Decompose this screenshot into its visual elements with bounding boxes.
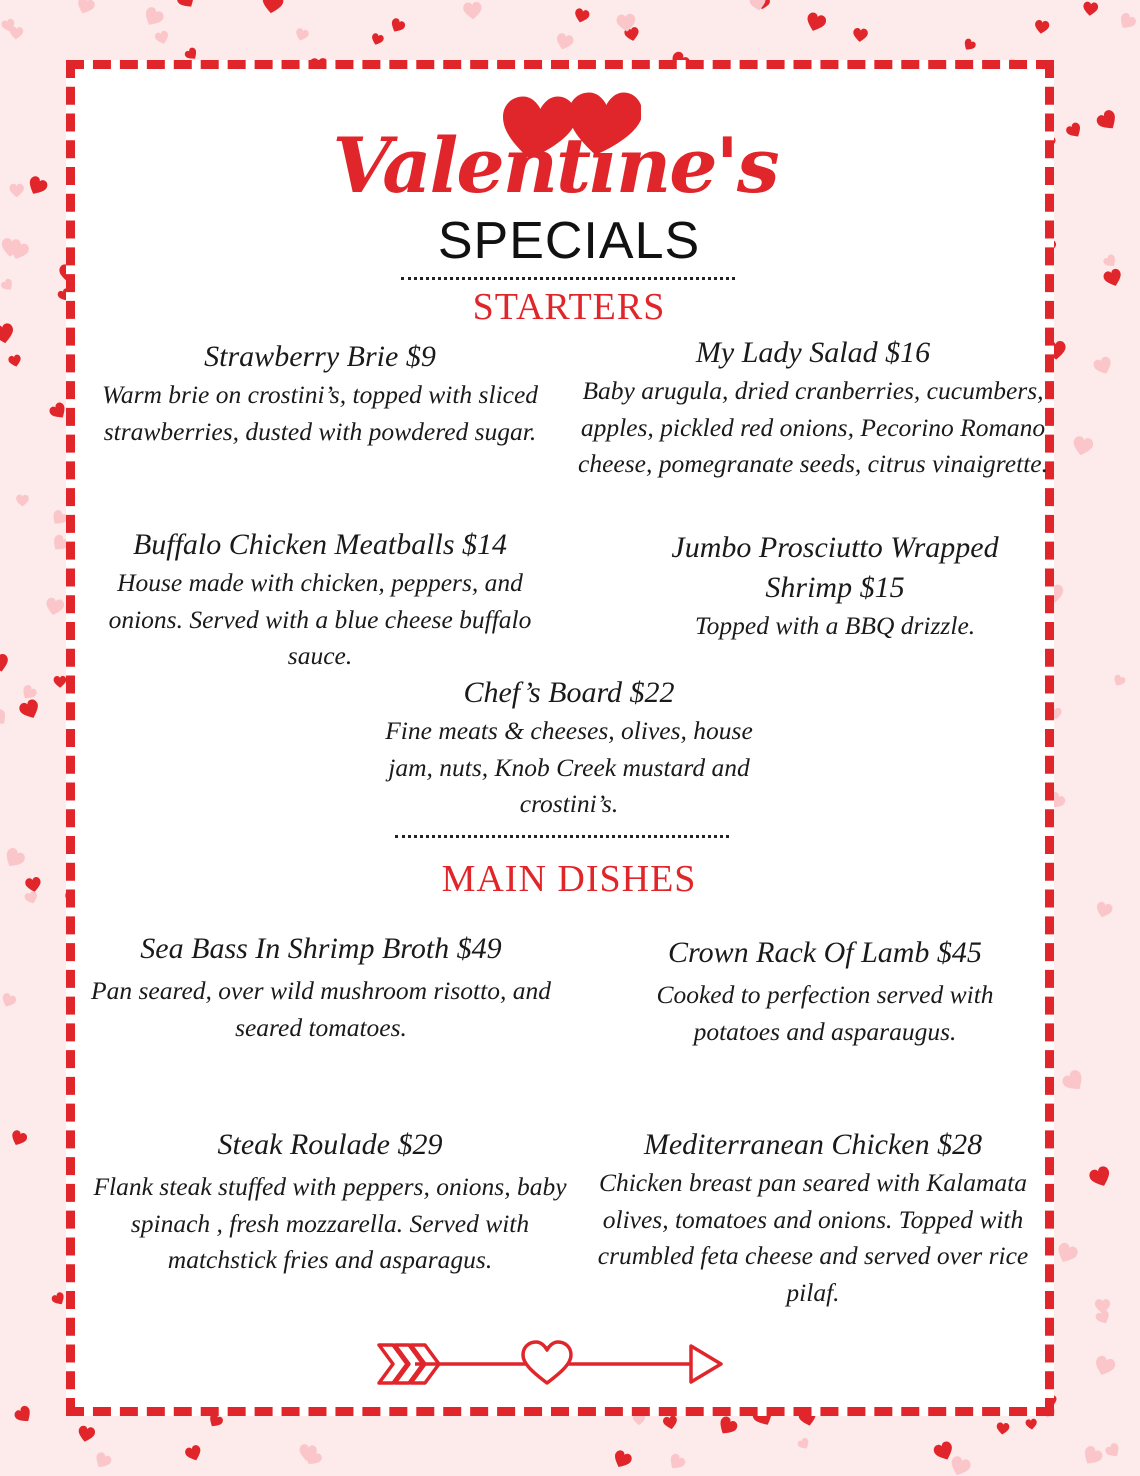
confetti-heart-icon <box>1092 355 1114 377</box>
confetti-heart-icon <box>1080 1444 1105 1468</box>
confetti-heart-icon <box>996 1422 1010 1435</box>
confetti-heart-icon <box>370 32 385 46</box>
menu-item-jumbo-prosciutto-shrimp <box>635 528 1035 645</box>
confetti-heart-icon <box>715 1415 739 1439</box>
menu-item-crown-rack-of-lamb <box>615 933 1035 1050</box>
menu-item-strawberry-brie <box>95 337 545 450</box>
confetti-heart-icon <box>1092 1354 1117 1378</box>
confetti-heart-icon <box>9 1129 29 1148</box>
confetti-heart-icon <box>804 11 828 34</box>
page-title: SPECIALS <box>437 212 701 270</box>
confetti-heart-icon <box>1104 1442 1123 1460</box>
confetti-heart-icon <box>92 1451 113 1471</box>
menu-item-description: Pan seared, over wild mushroom risotto, and seared tomatoes. <box>91 976 551 1042</box>
confetti-heart-icon <box>18 698 43 722</box>
confetti-heart-icon <box>1111 674 1126 689</box>
menu-item-sea-bass <box>81 929 561 1046</box>
confetti-heart-icon <box>662 1415 678 1431</box>
section-title-main-dishes: MAIN DISHES <box>441 858 697 900</box>
menu-item-description: Warm brie on crostini’s, topped with sliced strawberries, dusted with powdered sugar. <box>101 380 539 446</box>
confetti-heart-icon <box>1071 435 1094 457</box>
menu-item-name: Sea Bass In Shrimp Broth $49 <box>140 932 502 965</box>
menu-item-description: Flank steak stuffed with peppers, onions, baby spinach , fresh mozzarella. Served with matchstick fries and asparagus. <box>93 1172 567 1274</box>
confetti-heart-icon <box>1082 1 1098 16</box>
confetti-heart-icon <box>852 28 868 43</box>
menu-item-description: Cooked to perfection served with potatoes and asparaugus. <box>656 980 994 1046</box>
confetti-heart-icon <box>9 26 23 40</box>
menu-item-name: Crown Rack Of Lamb $45 <box>668 936 982 969</box>
menu-item-name: Buffalo Chicken Meatballs $14 <box>132 528 508 561</box>
confetti-heart-icon <box>75 0 96 16</box>
menu-item-name: Chef’s Board $22 <box>463 676 675 709</box>
valentines-script-title: Valentine's <box>332 121 778 210</box>
menu-item-buffalo-chicken-meatballs <box>85 525 555 675</box>
confetti-heart-icon <box>8 354 23 368</box>
menu-item-name: Steak Roulade $29 <box>217 1128 443 1161</box>
confetti-heart-icon <box>10 184 24 198</box>
confetti-heart-icon <box>44 597 65 617</box>
confetti-heart-icon <box>948 1455 972 1476</box>
menu-item-description: House made with chicken, peppers, and onions. Served with a blue cheese buffalo sauce. <box>108 568 532 670</box>
confetti-heart-icon <box>1 846 27 871</box>
menu-item-description: Chicken breast pan seared with Kalamata olives, tomatoes and onions. Topped with crumbled feta cheese and served over rice pilaf. <box>597 1168 1029 1307</box>
confetti-heart-icon <box>294 27 310 42</box>
confetti-heart-icon <box>961 37 977 52</box>
confetti-heart-icon <box>1034 19 1050 34</box>
menu-item-my-lady-salad <box>577 333 1049 483</box>
confetti-heart-icon <box>1095 108 1121 134</box>
menu-item-name: Mediterranean Chicken $28 <box>643 1128 983 1161</box>
confetti-heart-icon <box>1102 268 1124 289</box>
confetti-heart-icon <box>141 5 166 29</box>
cupid-arrow-icon <box>375 1339 755 1389</box>
confetti-heart-icon <box>554 32 574 52</box>
confetti-heart-icon <box>611 1449 634 1471</box>
divider <box>401 277 735 280</box>
confetti-heart-icon <box>50 1291 67 1307</box>
confetti-heart-icon <box>573 7 591 24</box>
confetti-heart-icon <box>1116 11 1137 32</box>
confetti-heart-icon <box>1088 1165 1114 1190</box>
confetti-heart-icon <box>1102 253 1119 270</box>
menu-item-description: Topped with a BBQ drizzle. <box>694 611 976 640</box>
confetti-heart-icon <box>25 174 49 198</box>
menu-item-description: Fine meats & cheeses, olives, house jam, nuts, Knob Creek mustard and crostini’s. <box>385 716 753 818</box>
confetti-heart-icon <box>25 876 43 893</box>
confetti-heart-icon <box>0 322 15 345</box>
confetti-heart-icon <box>666 1452 687 1473</box>
confetti-heart-icon <box>1054 1241 1080 1266</box>
confetti-heart-icon <box>1094 1309 1112 1326</box>
confetti-heart-icon <box>77 1425 96 1444</box>
confetti-heart-icon <box>261 0 285 15</box>
confetti-heart-icon <box>0 992 17 1009</box>
confetti-heart-icon <box>0 707 10 728</box>
confetti-heart-icon <box>1025 1418 1037 1430</box>
confetti-heart-icon <box>54 676 67 688</box>
confetti-heart-icon <box>0 277 15 293</box>
menu-item-name: Jumbo Prosciutto Wrapped Shrimp $15 <box>671 531 999 604</box>
confetti-heart-icon <box>175 0 198 11</box>
confetti-heart-icon <box>154 30 170 46</box>
confetti-heart-icon <box>1094 901 1113 920</box>
confetti-heart-icon <box>1065 121 1085 140</box>
menu-item-name: My Lady Salad $16 <box>695 336 931 369</box>
divider <box>395 835 729 838</box>
menu-item-name: Strawberry Brie $9 <box>204 340 436 373</box>
menu-frame <box>66 60 1054 1416</box>
confetti-heart-icon <box>388 17 406 35</box>
confetti-heart-icon <box>1060 1068 1087 1095</box>
section-title-starters: STARTERS <box>472 286 666 328</box>
confetti-heart-icon <box>0 653 10 674</box>
confetti-heart-icon <box>19 683 38 702</box>
confetti-heart-icon <box>796 1437 811 1452</box>
menu-item-description: Baby arugula, dried cranberries, cucumbers, apples, pickled red onions, Pecorino Romano cheese, pomegranate seeds, citrus vinaigrette. <box>578 376 1048 478</box>
menu-item-mediterranean-chicken <box>577 1125 1049 1311</box>
confetti-heart-icon <box>184 1444 204 1463</box>
confetti-heart-icon <box>16 494 29 506</box>
menu-item-chefs-board <box>379 673 759 823</box>
confetti-heart-icon <box>463 2 483 20</box>
confetti-heart-icon <box>24 890 40 905</box>
confetti-heart-icon <box>13 1404 35 1426</box>
menu-item-steak-roulade <box>85 1125 575 1279</box>
